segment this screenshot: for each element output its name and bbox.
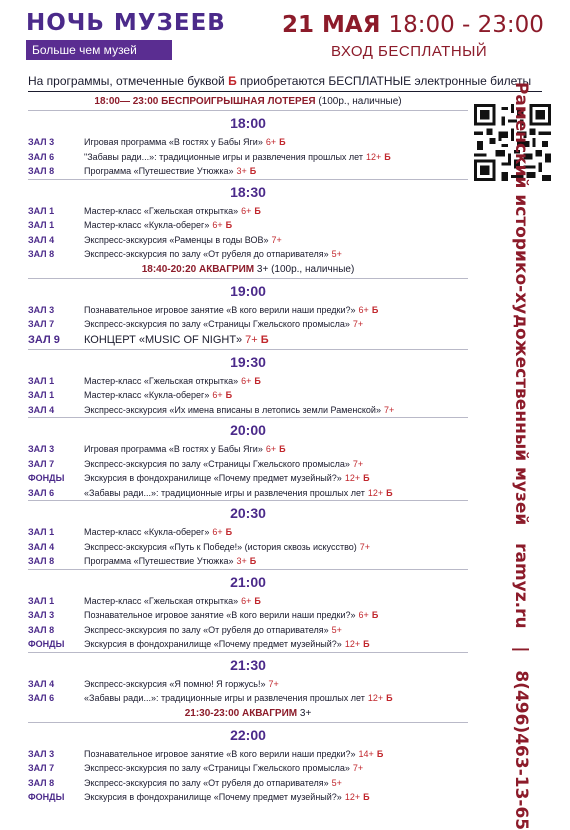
program-row[interactable] [28, 150, 468, 165]
program-description [84, 637, 468, 652]
program-title: Познавательное игровое занятие «В кого верили наши предки?» [84, 610, 356, 620]
age-rating: 6+ [241, 595, 252, 606]
program-title: Экспресс-экскурсия по залу «Страницы Гжельского промысла» [84, 763, 350, 773]
program-row[interactable] [28, 637, 468, 652]
program-row[interactable] [28, 471, 468, 486]
time-slot-heading: 21:00 [28, 569, 468, 594]
hall-label: ЗАЛ 3 [28, 444, 55, 454]
program-title: Мастер-класс «Гжельская открытка» [84, 205, 239, 216]
hall-label: ЗАЛ 8 [28, 624, 55, 635]
hall-label: ЗАЛ 8 [28, 249, 55, 259]
free-ticket-badge: Б [363, 473, 370, 483]
program-title: "Забавы ради...»: традиционные игры и развлечения прошлых лет [84, 151, 364, 162]
hall-label: ЗАЛ 8 [28, 777, 55, 788]
hall-label: ЗАЛ 4 [28, 404, 55, 415]
program-description [84, 623, 468, 638]
program-row[interactable] [28, 332, 468, 349]
program-title: Программа «Путешествие Утюжка» [84, 166, 234, 176]
free-ticket-badge: Б [363, 792, 370, 802]
program-description [84, 150, 468, 165]
event-logo-tagline: Больше чем музей [26, 40, 172, 60]
free-note-letter: Б [228, 74, 237, 88]
hall-label: ЗАЛ 8 [28, 166, 55, 176]
hall-label: ЗАЛ 1 [28, 527, 55, 537]
hall-label: ЗАЛ 8 [28, 556, 55, 566]
hall-label: ФОНДЫ [28, 792, 65, 802]
age-rating: 7+ [352, 458, 364, 469]
aquagrim-line [28, 262, 468, 278]
program-row[interactable] [28, 608, 468, 623]
program-row[interactable] [28, 218, 468, 233]
age-rating: 6+ [212, 220, 223, 230]
program-row[interactable] [28, 761, 468, 776]
museum-phone[interactable]: 8(496)463-13-65 [511, 670, 531, 830]
hall-label: ФОНДЫ [28, 473, 65, 483]
free-ticket-badge: Б [225, 390, 233, 400]
program-title: КОНЦЕРТ «MUSIC OF NIGHT» [84, 333, 243, 346]
schedule [28, 94, 468, 805]
hall-label: ЗАЛ 1 [28, 220, 55, 230]
age-rating: 6+ [241, 205, 252, 216]
free-ticket-badge: Б [279, 444, 286, 454]
free-ticket-badge: Б [225, 527, 233, 537]
age-rating: 7+ [268, 678, 279, 689]
time-slot-heading: 22:00 [28, 722, 468, 747]
program-title: Экспресс-экскурсия по залу «Страницы Гжельского промысла» [84, 319, 350, 329]
hall-label: ФОНДЫ [28, 639, 65, 649]
age-rating: 5+ [331, 249, 342, 259]
program-title: Мастер-класс «Кукла-оберег» [84, 220, 210, 230]
hall-label: ЗАЛ 3 [28, 304, 55, 315]
free-ticket-badge: Б [254, 595, 261, 606]
free-ticket-note [28, 74, 542, 92]
program-description [84, 403, 468, 418]
lottery-line-time: 18:00— 23:00 [94, 96, 159, 107]
museum-site-link[interactable]: ramyz.ru [511, 543, 531, 629]
hall-label: ЗАЛ 7 [28, 319, 55, 329]
program-row[interactable] [28, 135, 468, 150]
program-description [84, 457, 468, 472]
program-row[interactable] [28, 790, 468, 805]
age-rating: 7+ [245, 333, 258, 346]
program-title: Игровая программа «В гостях у Бабы Яги» [84, 137, 263, 147]
program-title: Экспресс-экскурсия «Путь к Победе!» (история сквозь искусство) [84, 541, 357, 552]
program-title: Познавательное игровое занятие «В кого верили наши предки?» [84, 748, 356, 759]
program-title: Игровая программа «В гостях у Бабы Яги» [84, 444, 263, 454]
program-title: Программа «Путешествие Утюжка» [84, 556, 234, 566]
program-description [84, 691, 468, 706]
age-rating: 6+ [212, 527, 223, 537]
aquagrim-line-detail: 3+ (100р., наличные) [254, 263, 355, 275]
age-rating: 3+ [236, 556, 247, 566]
event-time: 18:00 - 23:00 [388, 12, 544, 38]
program-row[interactable] [28, 525, 468, 540]
time-slot-heading: 18:30 [28, 179, 468, 204]
program-title: Экспресс-экскурсия «Раменцы в годы ВОВ» [84, 234, 269, 245]
program-row[interactable] [28, 691, 468, 706]
aquagrim-late-line-detail: 3+ [297, 707, 312, 719]
event-day: 21 МАЯ [282, 12, 381, 38]
program-row[interactable] [28, 233, 468, 248]
program-row[interactable] [28, 442, 468, 457]
program-row[interactable] [28, 374, 468, 389]
program-description [84, 388, 468, 403]
museum-contact-text [511, 82, 531, 830]
age-rating: 7+ [271, 234, 282, 245]
program-title: Мастер-класс «Кукла-оберег» [84, 390, 210, 400]
event-logo-title: НОЧЬ МУЗЕЕВ [26, 10, 226, 36]
free-ticket-badge: Б [249, 166, 257, 176]
program-description [84, 761, 468, 776]
age-rating: 7+ [352, 319, 364, 329]
program-row[interactable] [28, 677, 468, 692]
age-rating: 12+ [344, 639, 361, 649]
hall-label: ЗАЛ 1 [28, 205, 55, 216]
event-date [282, 12, 544, 38]
hall-label: ЗАЛ 4 [28, 541, 55, 552]
program-title: Экспресс-экскурсия по залу «От рубеля до отпаривателя» [84, 624, 329, 635]
free-ticket-badge: Б [363, 639, 370, 649]
hall-label: ЗАЛ 6 [28, 693, 55, 703]
hall-label: ЗАЛ 3 [28, 610, 55, 620]
free-note-before: На программы, отмеченные буквой [28, 74, 229, 88]
program-description [84, 135, 468, 150]
program-title: Экспресс-экскурсия по залу «От рубеля до отпаривателя» [84, 249, 329, 259]
program-title: «Забавы ради...»: традиционные игры и развлечения прошлых лет [84, 487, 365, 498]
program-row[interactable] [28, 776, 468, 791]
age-rating: 6+ [212, 390, 223, 400]
program-title: Мастер-класс «Гжельская открытка» [84, 375, 239, 386]
lottery-line [28, 94, 468, 110]
hall-label: ЗАЛ 7 [28, 763, 55, 773]
hall-label: ЗАЛ 6 [28, 487, 55, 498]
age-rating: 6+ [265, 444, 277, 454]
time-slot-heading: 20:00 [28, 417, 468, 442]
program-row[interactable] [28, 623, 468, 638]
program-description [84, 204, 468, 219]
entry-free-label: ВХОД БЕСПЛАТНЫЙ [331, 43, 488, 60]
program-title: Мастер-класс «Гжельская открытка» [84, 595, 239, 606]
age-rating: 6+ [241, 375, 252, 386]
free-ticket-badge: Б [254, 375, 261, 386]
hall-label: ЗАЛ 4 [28, 678, 55, 689]
age-rating: 6+ [358, 610, 369, 620]
program-row[interactable] [28, 486, 468, 501]
program-title: Экспресс-экскурсия по залу «От рубеля до отпаривателя» [84, 777, 329, 788]
free-ticket-badge: Б [254, 205, 261, 216]
program-row[interactable] [28, 554, 468, 569]
program-row[interactable] [28, 594, 468, 609]
program-row[interactable] [28, 403, 468, 418]
program-description [84, 554, 468, 569]
program-description [84, 332, 468, 349]
program-description [84, 317, 468, 332]
hall-label: ЗАЛ 1 [28, 390, 55, 400]
free-ticket-badge: Б [225, 220, 233, 230]
time-slot-heading: 21:30 [28, 652, 468, 677]
free-ticket-badge: Б [249, 556, 257, 566]
age-rating: 12+ [344, 792, 361, 802]
program-description [84, 525, 468, 540]
hall-label: ЗАЛ 1 [28, 375, 55, 386]
free-ticket-badge: Б [384, 151, 391, 162]
aquagrim-late-line-time: 21:30-23:00 [184, 707, 240, 719]
program-title: Экспресс-экскурсия по залу «Страницы Гжельского промысла» [84, 458, 350, 469]
lottery-line-detail: (100р., наличные) [315, 96, 402, 107]
program-title: Экскурсия в фондохранилище «Почему предмет музейный?» [84, 792, 342, 802]
hall-label: ЗАЛ 6 [28, 151, 55, 162]
program-title: «Забавы ради...»: традиционные игры и развлечения прошлых лет [84, 693, 365, 703]
age-rating: 12+ [344, 473, 361, 483]
hall-label: ЗАЛ 7 [28, 458, 55, 469]
program-row[interactable] [28, 540, 468, 555]
program-title: Мастер-класс «Кукла-оберег» [84, 527, 210, 537]
aquagrim-line-time: 18:40-20:20 [141, 263, 197, 275]
program-description [84, 747, 468, 762]
free-ticket-badge: Б [371, 304, 379, 315]
program-description [84, 790, 468, 805]
hall-label: ЗАЛ 3 [28, 748, 55, 759]
program-description [84, 218, 468, 233]
age-rating: 7+ [359, 541, 371, 552]
age-rating: 7+ [383, 404, 395, 415]
program-title: Экскурсия в фондохранилище «Почему предмет музейный?» [84, 473, 342, 483]
program-row[interactable] [28, 747, 468, 762]
program-description [84, 374, 468, 389]
museum-contact-vertical [497, 81, 545, 830]
program-description [84, 608, 468, 623]
age-rating: 14+ [358, 748, 374, 759]
time-slot-heading: 19:30 [28, 349, 468, 374]
free-ticket-badge: Б [279, 137, 286, 147]
program-description [84, 164, 468, 179]
age-rating: 12+ [366, 151, 382, 162]
program-description [84, 442, 468, 457]
age-rating: 7+ [352, 763, 364, 773]
program-description [84, 247, 468, 262]
program-title: Экскурсия в фондохранилище «Почему предмет музейный?» [84, 639, 342, 649]
time-slot-heading: 20:30 [28, 500, 468, 525]
contact-separator: | [511, 646, 531, 653]
program-title: Экспресс-экскурсия «Я помню! Я горжусь!» [84, 678, 266, 689]
program-row[interactable] [28, 247, 468, 262]
program-row[interactable] [28, 303, 468, 318]
program-title: Экспресс-экскурсия «Их имена вписаны в летопись земли Раменской» [84, 404, 381, 415]
age-rating: 6+ [265, 137, 277, 147]
program-row[interactable] [28, 388, 468, 403]
program-row[interactable] [28, 317, 468, 332]
free-note-after: приобретаются БЕСПЛАТНЫЕ электронные билеты [236, 74, 532, 88]
free-ticket-badge: Б [260, 333, 269, 346]
age-rating: 3+ [236, 166, 247, 176]
museum-name: Раменский историко-художественный музей [511, 81, 531, 526]
program-description [84, 486, 468, 501]
program-title: Познавательное игровое занятие «В кого верили наши предки?» [84, 304, 356, 315]
program-description [84, 233, 468, 248]
program-description [84, 540, 468, 555]
program-description [84, 471, 468, 486]
program-description [84, 776, 468, 791]
age-rating: 12+ [367, 693, 384, 703]
aquagrim-line-title: АКВАГРИМ [198, 263, 255, 275]
hall-label: ЗАЛ 3 [28, 137, 55, 147]
time-slot-heading: 18:00 [28, 110, 468, 135]
lottery-line-title: БЕСПРОИГРЫШНАЯ ЛОТЕРЕЯ [161, 96, 316, 107]
age-rating: 5+ [331, 777, 342, 788]
program-description [84, 303, 468, 318]
age-rating: 6+ [358, 304, 369, 315]
hall-label: ЗАЛ 4 [28, 234, 55, 245]
hall-label: ЗАЛ 1 [28, 595, 55, 606]
program-row[interactable] [28, 164, 468, 179]
aquagrim-late-line [28, 706, 468, 722]
program-row[interactable] [28, 204, 468, 219]
aquagrim-late-line-title: АКВАГРИМ [241, 707, 298, 719]
hall-label: ЗАЛ 9 [28, 333, 60, 346]
free-ticket-badge: Б [386, 693, 393, 703]
program-row[interactable] [28, 457, 468, 472]
age-rating: 12+ [367, 487, 384, 498]
time-slot-heading: 19:00 [28, 278, 468, 303]
free-ticket-badge: Б [386, 487, 393, 498]
free-ticket-badge: Б [371, 610, 379, 620]
program-description [84, 677, 468, 692]
program-description [84, 594, 468, 609]
free-ticket-badge: Б [376, 748, 384, 759]
age-rating: 5+ [331, 624, 342, 635]
